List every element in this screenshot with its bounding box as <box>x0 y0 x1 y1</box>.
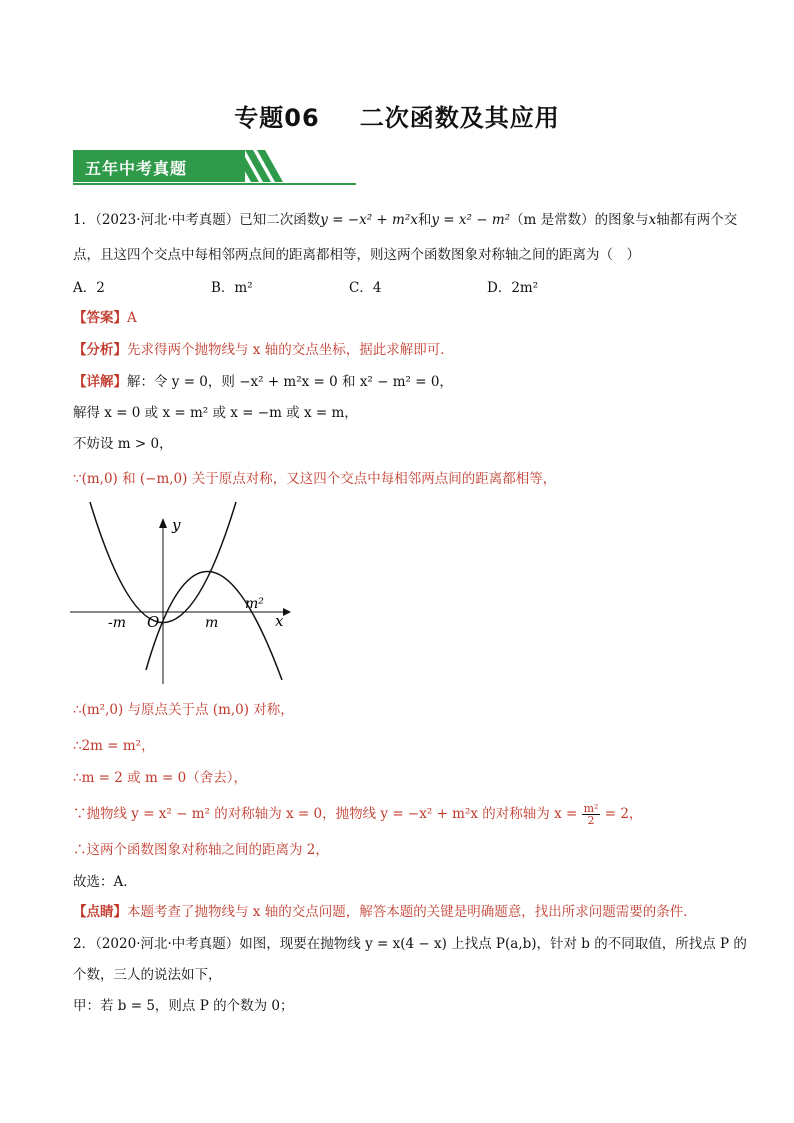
q1-options <box>73 278 625 298</box>
q1-detail-line3: 不妨设 m > 0， <box>73 436 173 452</box>
point-tag: 【点睛】 <box>73 904 127 920</box>
analysis-text: 先求得两个抛物线与 x 轴的交点坐标，据此求解即可． <box>127 342 454 358</box>
parabola-graph <box>68 498 293 688</box>
detail-text-8a: ∵抛物线 y = x² − m² 的对称轴为 x = 0，抛物线 y = −x² + m²x 的对称轴为 x = <box>73 806 578 822</box>
page-title <box>0 98 794 133</box>
section-banner <box>73 150 358 186</box>
q1-and: 和 <box>417 212 432 228</box>
title-topic-number: 专题06 <box>234 104 320 132</box>
q1-stem-line2: 点，且这四个交点中每相邻两点间的距离都相等，则这两个函数图象对称轴之间的距离为（ ） <box>73 247 640 263</box>
q1-answer-line <box>73 308 137 328</box>
neg-m-label: -m <box>108 615 127 631</box>
point-text: 本题考查了抛物线与 x 轴的交点问题，解答本题的关键是明确题意，找出所求问题需要的条件． <box>127 904 697 920</box>
q2-line3: 甲：若 b = 5，则点 P 的个数为 0； <box>73 998 294 1014</box>
m-squared-label: m² <box>245 596 264 612</box>
answer-tag: 【答案】 <box>73 310 127 326</box>
section-label: 五年中考真题 <box>85 159 188 178</box>
q1-x-var: x <box>648 212 657 228</box>
fraction-m2-over-2 <box>582 803 601 826</box>
title-topic-name: 二次函数及其应用 <box>359 104 560 132</box>
q1-stem-b: 轴都有两个交 <box>656 212 738 228</box>
y-axis-arrow-icon <box>159 518 167 528</box>
q1-stem-line1 <box>73 210 737 230</box>
analysis-tag: 【分析】 <box>73 342 127 358</box>
detail-text-1: 解：令 y = 0，则 −x² + m²x = 0 和 x² − m² = 0， <box>127 374 453 390</box>
q1-detail-line7: ∴m = 2 或 m = 0（舍去）， <box>73 770 247 786</box>
detail-tag: 【详解】 <box>73 374 127 390</box>
x-axis-label: x <box>275 612 284 630</box>
y-axis-label: y <box>172 516 181 534</box>
q1-detail-line5: ∴(m²,0) 与原点关于点 (m,0) 对称， <box>73 702 294 718</box>
q1-detail-line6: ∴2m = m²， <box>73 738 155 754</box>
section-divider <box>73 183 356 185</box>
q1-analysis-line <box>73 340 454 360</box>
q1-option-b: B．m² <box>211 280 253 296</box>
q1-equation-1: y = −x² + m²x <box>320 212 418 228</box>
q1-equation-2: y = x² − m² <box>431 212 511 228</box>
q1-option-c: C．4 <box>349 280 382 296</box>
x-axis-arrow-icon <box>283 608 291 616</box>
q1-detail-line1 <box>73 372 453 392</box>
detail-text-8b: = 2， <box>604 806 643 822</box>
fraction-denominator: 2 <box>587 814 595 827</box>
q1-paren: （m 是常数）的图象与 <box>510 212 649 228</box>
q2-line1: 2．（2020·河北·中考真题）如图，现要在抛物线 y = x(4 − x) 上找点 P(a,b)，针对 b 的不同取值，所找点 P 的 <box>73 936 747 952</box>
q1-detail-line2: 解得 x = 0 或 x = m² 或 x = −m 或 x = m， <box>73 405 358 421</box>
answer-value: A <box>127 310 137 326</box>
q1-detail-line4: ∵(m,0) 和 (−m,0) 关于原点对称，又这四个交点中每相邻两点间的距离都相等， <box>73 471 557 487</box>
fraction-numerator: m² <box>583 802 599 815</box>
q1-stem-a: 1．（2023·河北·中考真题）已知二次函数 <box>73 212 321 228</box>
q1-option-d: D．2m² <box>487 280 539 296</box>
origin-label: O <box>147 613 160 631</box>
q1-point-line <box>73 902 697 922</box>
q1-detail-line10: 故选：A． <box>73 874 137 890</box>
q1-option-a: A．2 <box>73 280 105 296</box>
q1-detail-line8 <box>73 803 642 826</box>
m-label: m <box>205 615 219 631</box>
q1-detail-line9: ∴这两个函数图象对称轴之间的距离为 2， <box>73 842 329 858</box>
q2-line2: 个数，三人的说法如下， <box>73 967 222 983</box>
banner-stripes-icon <box>233 150 283 182</box>
